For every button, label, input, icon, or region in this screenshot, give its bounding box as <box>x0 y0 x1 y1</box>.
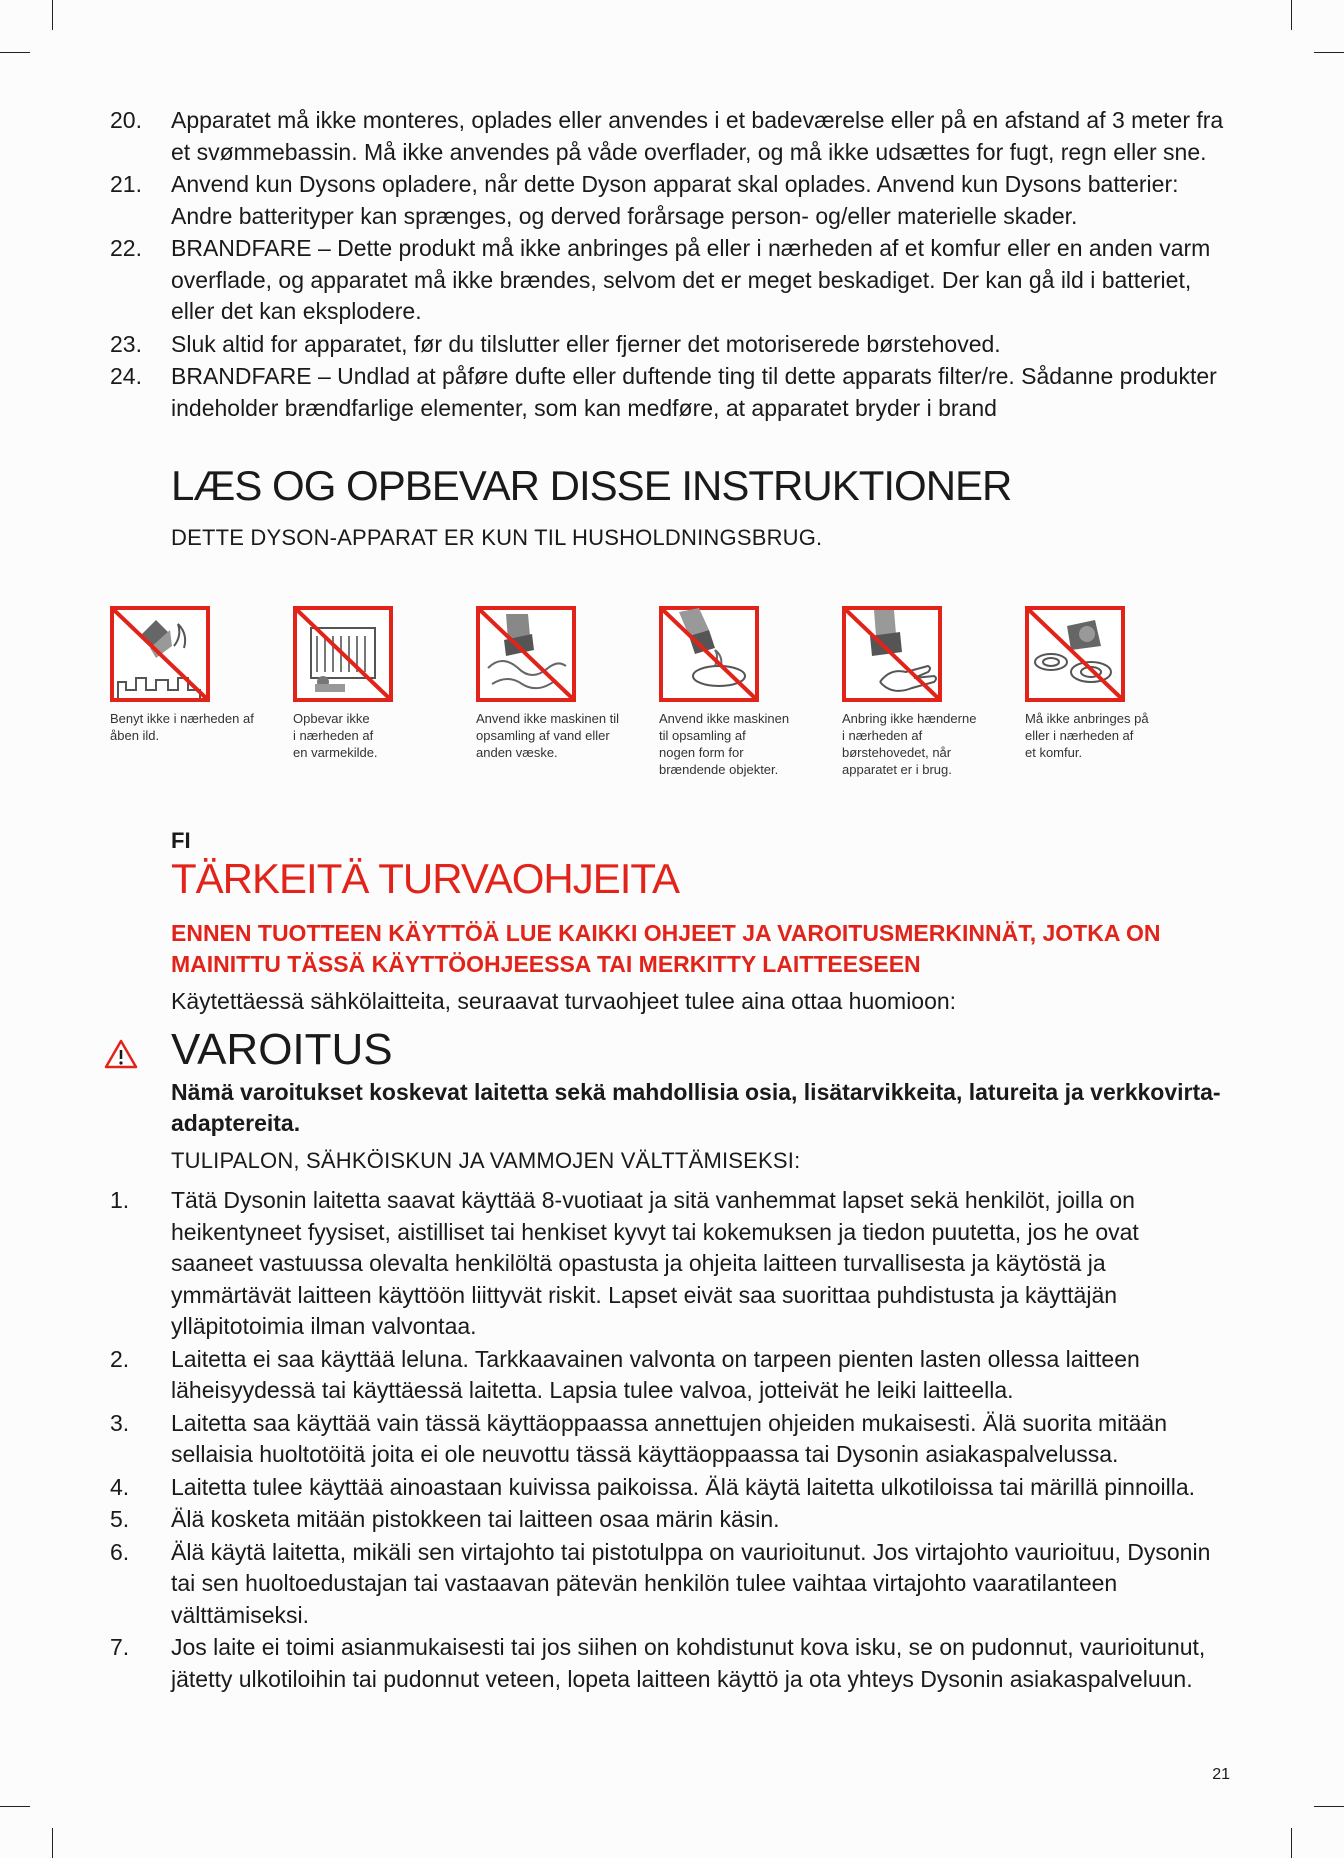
page-number: 21 <box>1212 1766 1230 1783</box>
pictogram: Opbevar ikke i nærheden af en varmekilde. <box>293 606 463 761</box>
pictogram: Anvend ikke maskinen til opsamling af nogen form for brændende objekter. <box>659 606 829 778</box>
danish-safety-list <box>0 105 1344 425</box>
fi-warning-text: ENNEN TUOTTEEN KÄYTTÖÄ LUE KAIKKI OHJEET JA VAROITUSMERKINNÄT, JOTKA ON MAINITTU TÄSSÄ KÄYTTÖOHJEESSA TAI MERKITTY LAITTEESEEN <box>171 920 1161 977</box>
varoitus-body: Nämä varoitukset koskevat laitetta sekä mahdollisia osia, lisätarvikkeita, latureita ja verkkovirta-adaptereita. <box>171 1079 1221 1136</box>
stove-warning-icon <box>1025 606 1125 702</box>
warning-triangle-icon <box>104 1039 138 1069</box>
pictogram: Benyt ikke i nærheden af åben ild. <box>110 606 280 744</box>
list-item: 2. Laitetta ei saa käyttää leluna. Tarkkaavainen valvonta on tarpeen pienten lasten ollessa laitteen läheisyydessä tai käyttäessä laitetta. Lapsia tulee valvoa, jotteivät he leiki laitteella. <box>110 1345 1140 1403</box>
pictogram: Anbring ikke hænderne i nærheden af børstehovedet, når apparatet er i brug. <box>842 606 1012 778</box>
list-item: 21. Anvend kun Dysons opladere, når dette Dyson apparat skal oplades. Anvend kun Dysons batterier: Andre batterityper kan sprænges, og derved forårsage person- og/eller materielle skader. <box>110 171 1179 229</box>
crop-mark <box>1291 1828 1292 1858</box>
crop-mark <box>0 52 30 53</box>
varoitus-title: VAROITUS <box>171 1025 393 1074</box>
danish-heading: LÆS OG OPBEVAR DISSE INSTRUKTIONER <box>171 462 1012 509</box>
list-item: 5. Älä kosketa mitään pistokkeen tai laitteen osaa märin käsin. <box>110 1506 780 1532</box>
finnish-safety-list <box>0 1185 1344 1696</box>
list-item: 22. BRANDFARE – Dette produkt må ikke anbringes på eller i nærheden af et komfur eller en anden varm overflade, og apparatet må ikke brændes, selvom det er meget beskadiget. Der kan gå ild i batteriet, eller det kan eksplodere. <box>110 235 1211 324</box>
crop-mark <box>52 0 53 30</box>
list-item: 4. Laitetta tulee käyttää ainoastaan kuivissa paikoissa. Älä käytä laitetta ulkotiloissa tai märillä pinnoilla. <box>110 1473 1196 1500</box>
crop-mark <box>1291 0 1292 30</box>
danish-subheading: DETTE DYSON-APPARAT ER KUN TIL HUSHOLDNINGSBRUG. <box>171 525 823 550</box>
varoitus-heading: TULIPALON, SÄHKÖISKUN JA VAMMOJEN VÄLTTÄMISEKSI: <box>171 1148 801 1173</box>
heat-source-warning-icon <box>293 606 393 702</box>
crop-mark <box>1314 52 1344 53</box>
list-item: 23. Sluk altid for apparatet, før du tilslutter eller fjerner det motoriserede børstehoved. <box>110 330 1001 357</box>
list-item: 24. BRANDFARE – Undlad at påføre dufte eller duftende ting til dette apparats filter/re. Sådanne produkter indeholder brændfarlige elementer, som kan medføre, at apparatet bryder i brand <box>110 363 1217 421</box>
crop-mark <box>0 1806 30 1807</box>
open-fire-warning-icon <box>110 606 210 702</box>
water-pickup-warning-icon <box>476 606 576 702</box>
language-label: FI <box>171 828 191 853</box>
burning-objects-warning-icon <box>659 606 759 702</box>
list-item: 20. Apparatet må ikke monteres, oplades eller anvendes i et badeværelse eller på en afstand af 3 meter fra et svømmebassin. Må ikke anvendes på våde overflader, og må ikke udsættes for fugt, regn eller sne. <box>110 107 1224 165</box>
hands-near-brush-warning-icon <box>842 606 942 702</box>
list-item: 6. Älä käytä laitetta, mikäli sen virtajohto tai pistotulppa on vaurioitunut. Jos virtajohto vaurioituu, Dysonin tai sen huoltoedustajan tai vastaavan pätevän henkilön tulee vaihtaa virtajohto vaaratilanteen välttämiseksi. <box>110 1538 1211 1628</box>
list-item: 3. Laitetta saa käyttää vain tässä käyttäoppaassa annettujen ohjeiden mukaisesti. Älä suorita mitään sellaisia huoltotöitä joita ei ole neuvottu tässä käyttäoppaassa tai Dysonin asiakaspalvelussa. <box>110 1409 1167 1467</box>
fi-section-title: TÄRKEITÄ TURVAOHJEITA <box>171 855 679 902</box>
fi-intro-text: Käytettäessä sähkölaitteita, seuraavat turvaohjeet tulee aina ottaa huomioon: <box>171 988 957 1014</box>
crop-mark <box>52 1828 53 1858</box>
pictogram: Anvend ikke maskinen til opsamling af vand eller anden væske. <box>476 606 646 761</box>
pictogram: Må ikke anbringes på eller i nærheden af et komfur. <box>1025 606 1195 761</box>
list-item: 7. Jos laite ei toimi asianmukaisesti tai jos siihen on kohdistunut kova isku, se on pudonnut, vaurioitunut, jätetty ulkotiloihin tai pudonnut veteen, lopeta laitteen käyttö ja ota yhteys Dysonin asiakaspalveluun. <box>110 1634 1206 1692</box>
crop-mark <box>1314 1806 1344 1807</box>
list-item: 1. Tätä Dysonin laitetta saavat käyttää 8-vuotiaat ja sitä vanhemmat lapset sekä henkilöt, joilla on heikentyneet fyysiset, aistilliset tai henkiset kyvyt tai kokemuksen ja tiedon puutetta, jos he ovat saaneet vastuussa olevalta henkilöltä opastusta ja ohjeita laitteen turvallisesta ja käytöstä ja ymmärtävät laitteen käyttöön liittyvät riskit. Lapset eivät saa suorittaa puhdistusta ja käyttäjän ylläpitotoimia ilman valvontaa. <box>110 1187 1139 1339</box>
